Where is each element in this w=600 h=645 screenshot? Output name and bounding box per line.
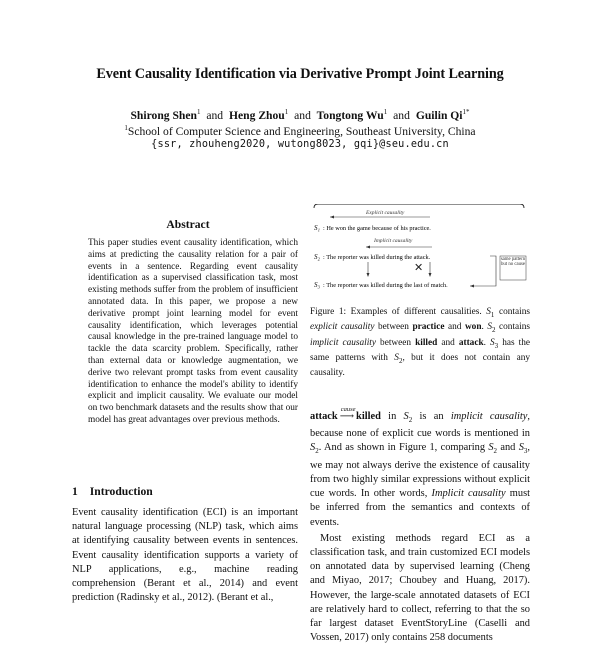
section-number: 1	[72, 485, 78, 498]
explicit-label: Explicit causality	[366, 210, 405, 216]
affiliation-text: School of Computer Science and Engineering, Southeast University, China	[127, 124, 476, 138]
caption-text: between	[376, 337, 416, 348]
caption-symbol: S	[487, 322, 492, 333]
author-name: Heng Zhou	[229, 108, 285, 122]
caption-event: practice	[412, 322, 445, 333]
symbol: S	[310, 442, 316, 454]
s1-symbol: S₁	[314, 224, 320, 232]
body-text: , because none of explicit cue words is mentioned in	[310, 411, 530, 440]
caption-term: explicit causality	[310, 322, 375, 333]
s2-symbol: S₂	[314, 253, 320, 261]
symbol: S	[403, 411, 409, 422]
side-label: same pattern but no cause	[500, 257, 526, 268]
figure-1	[310, 204, 528, 296]
arrow-head	[429, 273, 432, 277]
abstract-text: This paper studies event causality identification, which aims at predicting the causality relation for a pair of events in a sentence. Regarding event causality identification as a supervised classification task, most existing methods suffer from the problem of insufficient annotated data. In this paper, we propose a new derivative prompt joint learning model for event causality identification, which leverages potential causal knowledge in the pre-trained language model to tackle the data scarcity problem. Specifically, rather than external data or knowledge augmentation, we derive two relevant prompt tasks from event causality identification to enhance the model's ability to identify explicit and implicit causality. We evaluate our model on two benchmark datasets and the results show that our model has great advantages over previous methods.	[88, 238, 298, 425]
affiliation-mark: 1	[124, 124, 128, 132]
arrow-head	[470, 285, 474, 288]
and-word: and	[393, 108, 410, 122]
term: implicit causality	[450, 411, 528, 422]
caption-text: and	[437, 337, 459, 348]
author-name: Tongtong Wu	[316, 108, 384, 122]
paragraph	[310, 406, 531, 530]
body-text: and	[497, 442, 519, 454]
author-emails: {ssr, zhouheng2020, wutong8023, gqi}@seu.edu.cn	[151, 139, 449, 150]
and-word: and	[206, 108, 224, 122]
subscript: 2	[493, 447, 498, 456]
subscript: 2	[408, 416, 413, 425]
caption-text: .	[481, 322, 488, 333]
author-mark: 1	[383, 108, 388, 116]
subscript: 3	[523, 447, 528, 456]
arrow-head	[330, 216, 334, 219]
figure-caption	[310, 306, 530, 379]
body-text: . And as shown in Figure 1, comparing	[318, 442, 489, 454]
explicit-brace	[314, 204, 524, 208]
caption-event: won	[464, 322, 482, 333]
author-mark: 1*	[462, 108, 470, 116]
right-column-body	[310, 406, 531, 645]
caption-text: .	[483, 337, 490, 348]
symbol: S	[518, 442, 524, 454]
author-mark: 1	[284, 108, 289, 116]
introduction-text: Event causality identification (ECI) is an important natural language processing (NLP) task, which aims at identifying causality between events in sentences. Event causality identification supports a variety of NLP applications, e.g., machine reading comprehension (Berant et al., 2014) and event prediction (Radinsky et al., 2012). (Berant et al.,	[72, 507, 298, 604]
body-text: , we may not always derive the existence of causality from two highly similar expressions without explicit cue words. In other words,	[310, 442, 530, 500]
implicit-label: Implicit causality	[374, 238, 413, 244]
caption-term: implicit causality	[310, 337, 377, 348]
caption-text: Examples of different causalities.	[346, 307, 487, 317]
s3-symbol: S₃	[314, 281, 320, 289]
body-text: must be inferred from the semantics and contexts of events.	[310, 488, 531, 528]
author-mark: 1	[196, 108, 201, 116]
and-word: and	[294, 108, 311, 122]
arrow-glyph: ⟶	[339, 411, 355, 422]
caption-event: killed	[415, 337, 438, 348]
subscript: 2	[315, 447, 319, 456]
caption-text: has the same patterns with	[310, 337, 530, 363]
section-heading	[72, 485, 153, 498]
caption-subscript: 1	[490, 310, 495, 319]
section-title: Introduction	[89, 485, 153, 498]
caption-subscript: 2	[398, 356, 403, 365]
event-word: attack	[310, 411, 338, 422]
cause-arrow	[339, 406, 356, 424]
caption-label: Figure 1:	[310, 307, 347, 317]
caption-symbol: S	[394, 352, 399, 363]
author-name: Guilin Qi	[415, 108, 463, 122]
side-bracket	[470, 256, 496, 286]
paper-title: Event Causality Identification via Derivative Prompt Joint Learning	[96, 66, 504, 82]
caption-subscript: 2	[492, 326, 496, 335]
caption-text: and	[444, 322, 465, 333]
s2-text: : The reporter was killed during the attack.	[323, 254, 431, 261]
symbol: S	[488, 442, 494, 454]
s1-text: : He won the game because of his practice.	[323, 225, 431, 232]
caption-symbol: S	[486, 307, 491, 317]
paragraph: Most existing methods regard ECI as a classification task, and train customized ECI models on annotated data by supervised learning (Cheng and Miyao, 2017; Choubey and Huang, 2017). However, the large-scale annotated datasets of ECI are relatively hard to collect, referring to that the so far largest dataset EventStoryLine (Caselli and Vossen, 2017) only contains 258 documents	[310, 532, 530, 644]
body-text: in	[380, 411, 404, 422]
author-list	[0, 108, 600, 122]
arrow-head	[367, 273, 370, 277]
affiliation	[0, 124, 600, 138]
caption-subscript: 3	[494, 341, 499, 350]
caption-text: contains	[495, 322, 531, 333]
cause-label: cause	[340, 406, 356, 413]
caption-symbol: S	[490, 337, 495, 348]
term: Implicit causality	[431, 488, 506, 500]
figure-diagram	[310, 204, 528, 296]
caption-event: attack	[458, 337, 484, 348]
caption-text: , but it does not contain any causality.	[310, 352, 530, 379]
body-text: is an	[412, 411, 451, 422]
arrow-head	[366, 246, 370, 249]
caption-text: between	[374, 322, 413, 333]
abstract-heading: Abstract	[166, 218, 210, 231]
author-name: Shirong Shen	[130, 108, 197, 122]
s3-text: : The reporter was killed during the last of match.	[323, 282, 448, 289]
cross-icon: ✕	[414, 261, 424, 274]
caption-text: contains	[494, 307, 530, 317]
event-word: killed	[356, 411, 381, 422]
